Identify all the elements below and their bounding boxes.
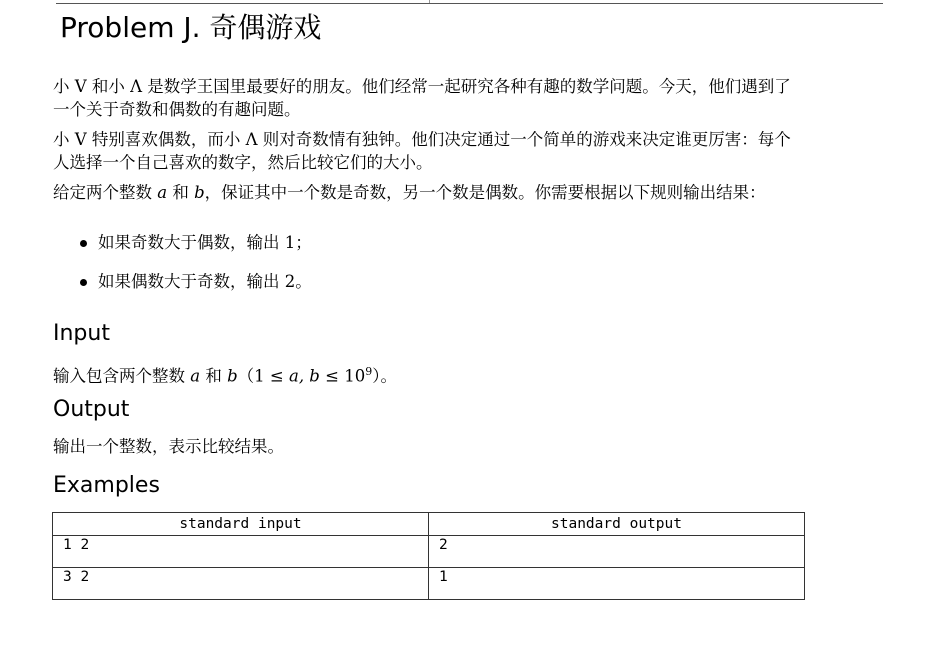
input-desc-mid: 和 — [200, 366, 228, 386]
examples-table — [52, 512, 805, 600]
output-heading: Output — [53, 397, 130, 422]
rule-item-2: 如果偶数大于奇数，输出 2。 — [98, 272, 312, 291]
examples-header-row — [53, 513, 805, 536]
table-row — [53, 568, 805, 600]
table-row — [53, 536, 805, 568]
column-header-input: standard input — [53, 513, 429, 536]
input-range-open: （1 ≤ — [237, 366, 289, 386]
column-header-output: standard output — [429, 513, 805, 536]
example-input-cell: 1 2 — [53, 536, 429, 568]
input-range-vars: a, b — [288, 366, 320, 386]
statement-line-5 — [53, 181, 883, 204]
example-input-cell: 3 2 — [53, 568, 429, 600]
rule-item-1: 如果奇数大于偶数，输出 1； — [98, 233, 312, 252]
statement-line-5-mid: 和 — [167, 183, 195, 202]
input-range-close: ）。 — [372, 366, 397, 386]
input-desc-pre: 输入包含两个整数 — [53, 366, 191, 386]
input-heading: Input — [53, 321, 110, 346]
statement-line-5-pre: 给定两个整数 — [53, 183, 158, 202]
example-output-cell: 1 — [429, 568, 805, 600]
input-description — [53, 360, 883, 388]
problem-title: Problem J. 奇偶游戏 — [60, 11, 322, 44]
statement-line-5-post: ，保证其中一个数是奇数，另一个数是偶数。你需要根据以下规则输出结果： — [204, 183, 766, 202]
variable-a: a — [157, 183, 168, 202]
statement-line-4: 人选择一个自己喜欢的数字，然后比较它们的大小。 — [53, 153, 433, 172]
statement-line-2: 一个关于奇数和偶数的有趣问题。 — [53, 100, 301, 119]
input-variable-a: a — [190, 366, 201, 386]
statement-line-1: 小 V 和小 Λ 是数学王国里最要好的朋友。他们经常一起研究各种有趣的数学问题。今天，他们遇到了 — [53, 77, 791, 96]
page-top-rule — [56, 3, 883, 4]
statement-line-3: 小 V 特别喜欢偶数，而小 Λ 则对奇数情有独钟。他们决定通过一个简单的游戏来决定谁更厉害：每个 — [53, 130, 791, 149]
variable-b: b — [194, 183, 205, 202]
input-range-exponent: 9 — [365, 365, 373, 378]
bullet-dot-icon — [80, 279, 87, 286]
input-range-le: ≤ 10 — [319, 366, 366, 386]
output-description: 输出一个整数，表示比较结果。 — [53, 437, 284, 456]
input-variable-b: b — [227, 366, 238, 386]
example-output-cell: 2 — [429, 536, 805, 568]
examples-heading: Examples — [53, 473, 160, 498]
bullet-dot-icon — [80, 240, 87, 247]
